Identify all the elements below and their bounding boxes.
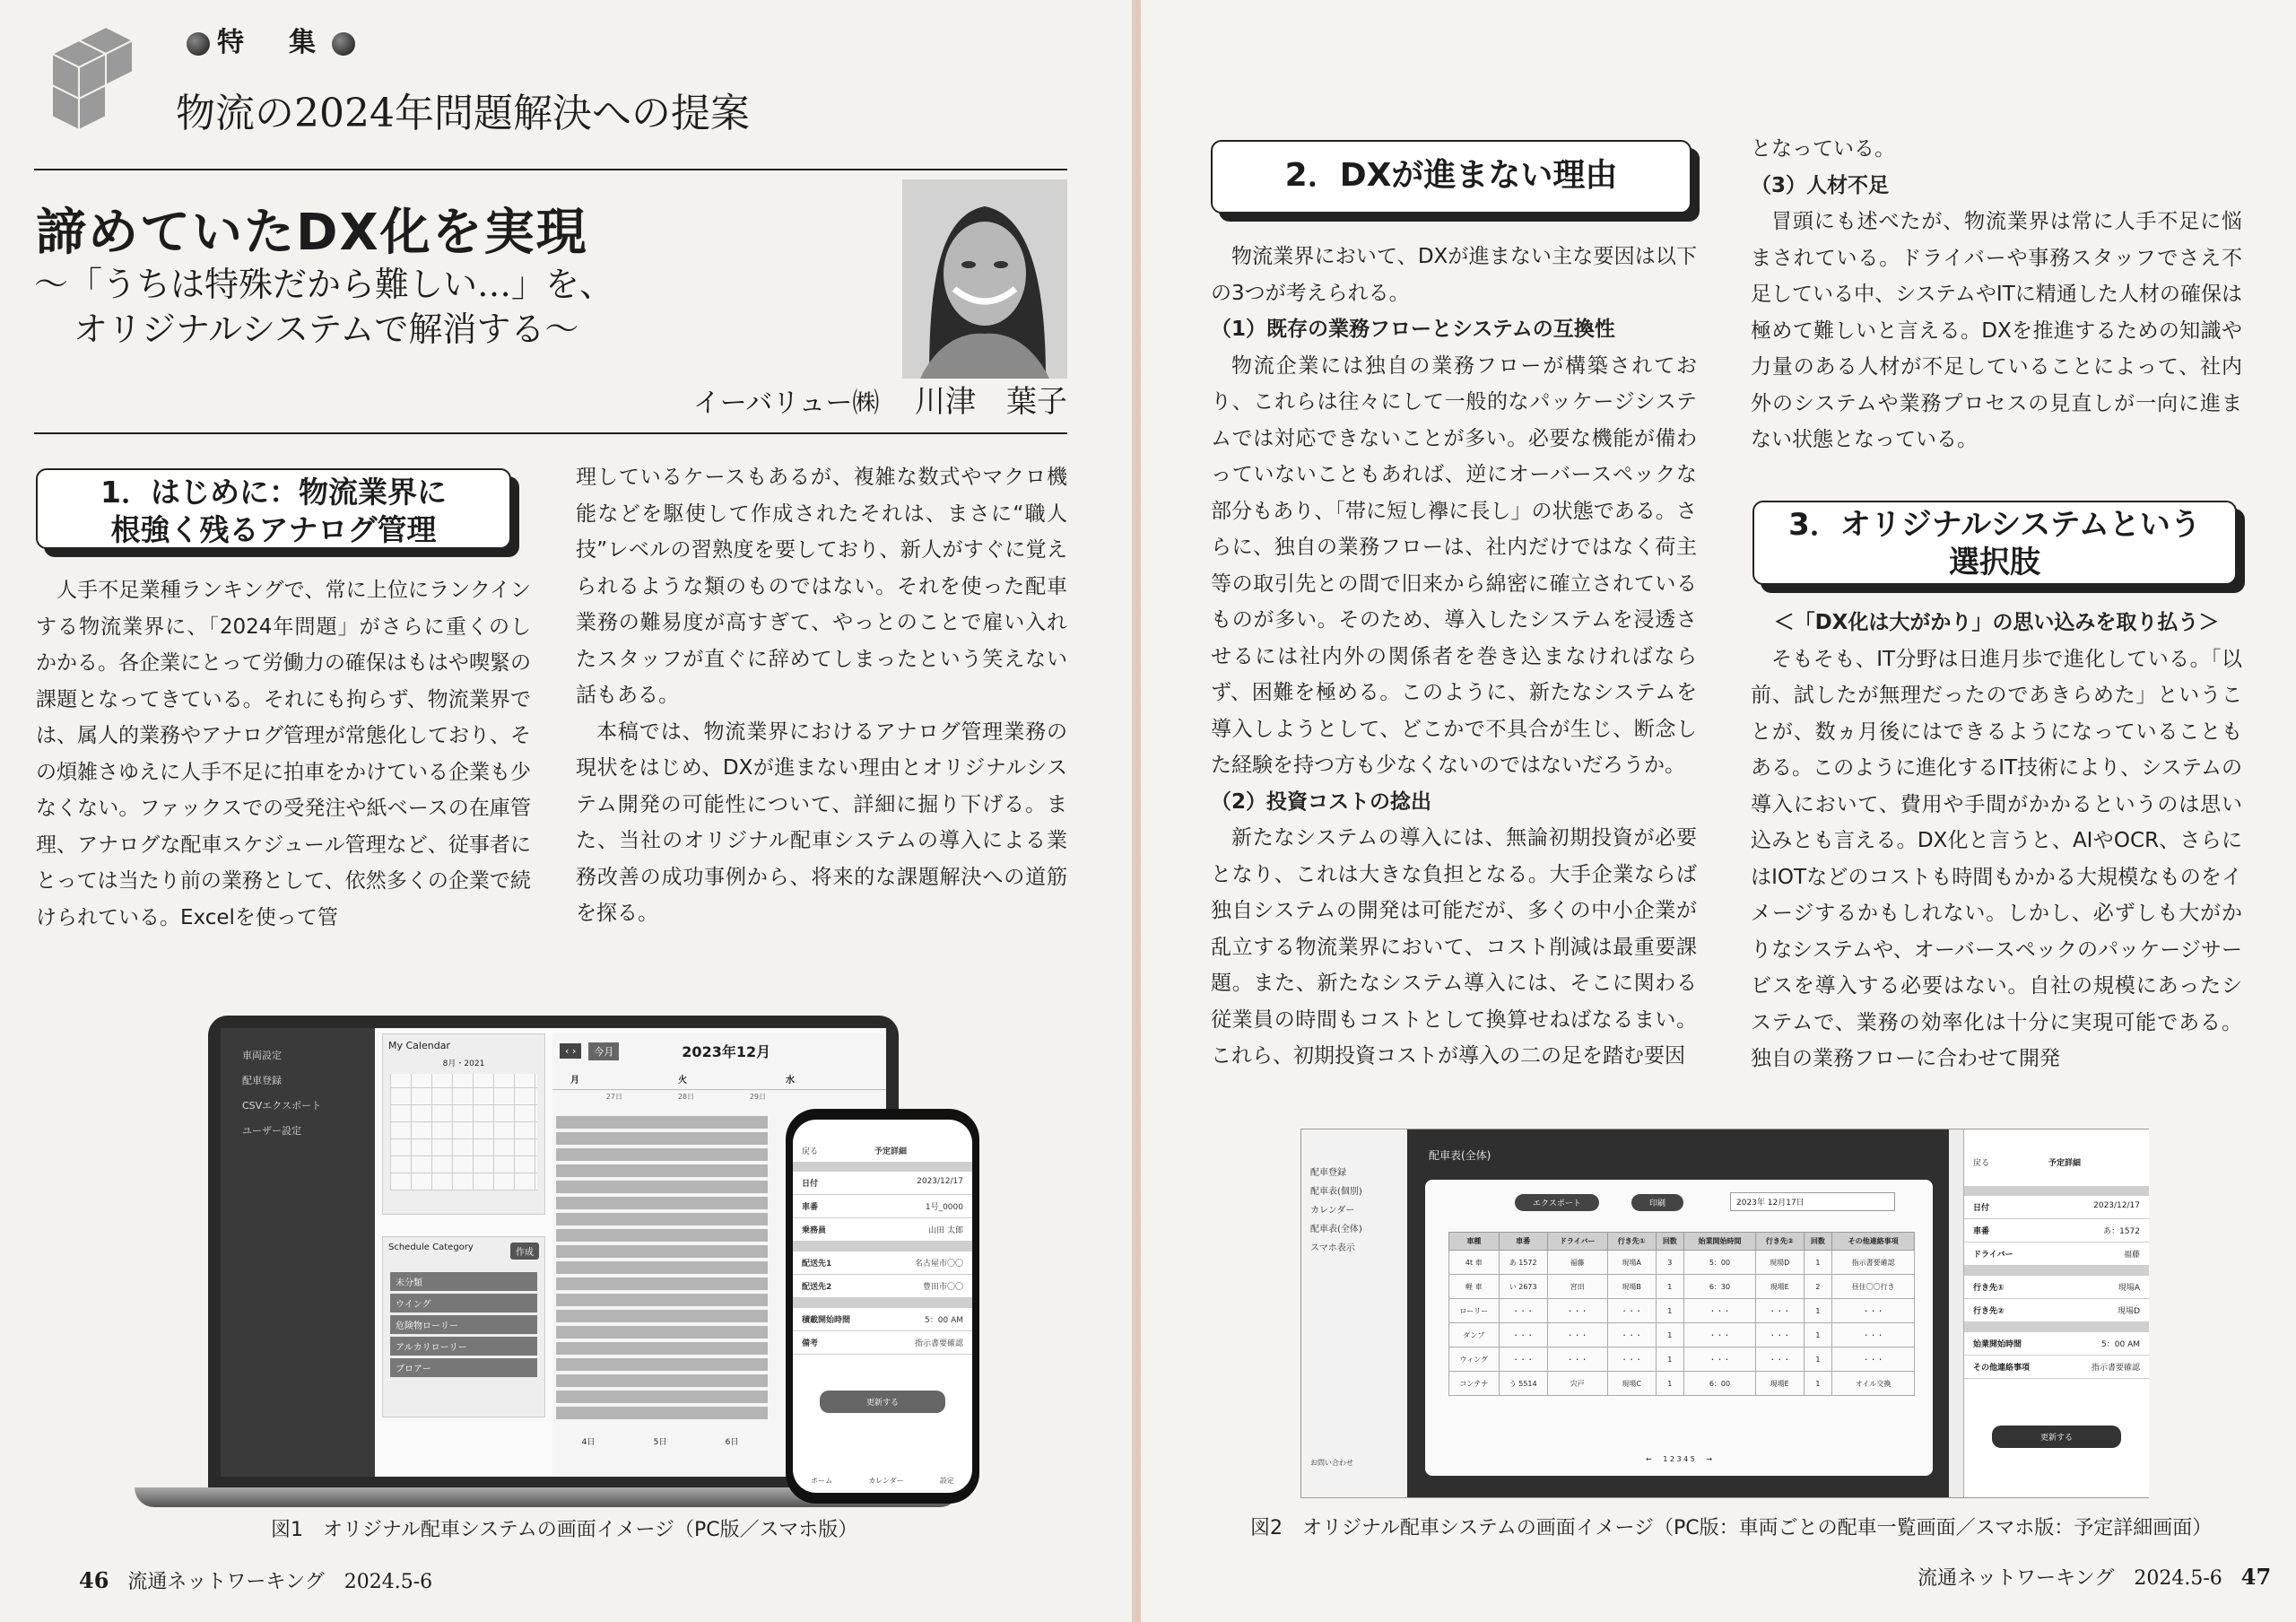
date-label: 27日 [605,1093,622,1101]
row-label: 積載開始時間 [802,1316,851,1325]
table-row[interactable] [1449,1251,1915,1275]
section3-heading [1752,501,2237,585]
s3-subheading: ＜「DX化は大がかり」の思い込みを取り払う＞ [1773,611,2220,634]
section2-heading: 2．DXが進まない理由 [1211,140,1692,214]
table-cell: ・・・ [1755,1323,1804,1347]
tab-home[interactable]: ホーム [811,1477,833,1485]
s2-continued: となっている。 [1751,137,1895,161]
contact-link[interactable]: お問い合わせ [1310,1459,1353,1467]
article-title: 諦めていたDX化を実現 [36,204,588,262]
row-value[interactable]: 1号_0000 [925,1203,963,1212]
fig2-mobile [1963,1129,2149,1497]
fig2-sidebar-item[interactable]: 配車表(全体) [1310,1225,1362,1234]
table-cell: 1 [1656,1275,1684,1299]
table-cell: い 2673 [1499,1275,1547,1299]
fig1-sidebar-item[interactable]: 車両設定 [242,1050,282,1061]
right-column-1 [1211,239,1697,1075]
figure1-caption: 図1 オリジナル配車システムの画面イメージ（PC版／スマホ版） [271,1519,858,1541]
section3-heading-line2: 選択肢 [1949,545,2040,580]
table-cell: コンテナ [1449,1372,1500,1396]
table-cell: 2 [1804,1275,1832,1299]
header-bottom-rule [34,432,1067,434]
tab-settings[interactable]: 設定 [939,1477,954,1485]
next-page-icon[interactable]: → [1706,1455,1713,1463]
table-cell: 現場B [1607,1275,1656,1299]
section3-heading-line1: 3．オリジナルシステムという [1788,507,2201,543]
row-value[interactable]: 名古屋市〇〇 [914,1260,963,1269]
table-cell: 現場E [1755,1372,1804,1396]
table-row[interactable] [1449,1347,1915,1372]
table-cell: ・・・ [1607,1323,1656,1347]
category-item[interactable]: アルカリローリー [390,1337,537,1356]
author-photo [902,179,1067,379]
date-label: 4日 [581,1438,596,1447]
table-cell: 6：30 [1684,1275,1756,1299]
fig1-sidebar [221,1028,375,1477]
row-value[interactable]: 2023/12/17 [917,1177,963,1186]
column-header: ドライバー [1547,1233,1607,1251]
page-number: 46 [79,1567,109,1593]
table-cell: オイル交換 [1832,1372,1915,1396]
table-cell: 宍戸 [1547,1372,1607,1396]
fig2-sidebar-item[interactable]: 配車登録 [1310,1168,1346,1178]
fig2-table-card [1425,1180,1933,1476]
row-value[interactable]: 現場D [2118,1307,2140,1316]
row-value[interactable]: 山田 太郎 [928,1226,963,1235]
weekday-label: 水 [786,1076,795,1086]
table-cell: 6：00 [1684,1372,1756,1396]
author-name: 川津 葉子 [915,384,1067,420]
table-cell: ・・・ [1499,1347,1547,1372]
row-label: 始業開始時間 [1973,1340,2022,1349]
left-folio [79,1566,432,1594]
row-label: 乗務員 [802,1226,827,1235]
table-cell: 現場A [1607,1251,1656,1275]
row-label: 日付 [1973,1204,1990,1213]
table-cell: 1 [1804,1299,1832,1323]
table-cell: う 5514 [1499,1372,1547,1396]
category-item[interactable]: ブロアー [390,1358,537,1377]
table-cell: 1 [1656,1372,1684,1396]
column-header: 始業開始時間 [1684,1233,1756,1251]
table-cell: 宮田 [1547,1275,1607,1299]
date-label: 6日 [725,1438,739,1447]
table-cell: ・・・ [1684,1299,1756,1323]
subtitle-line1: ～「うちは特殊だから難しい…」を、 [34,265,614,304]
table-cell: ・・・ [1832,1323,1915,1347]
table-cell: ・・・ [1547,1347,1607,1372]
my-calendar-title: My Calendar [388,1040,450,1051]
row-label: 車番 [1973,1227,1990,1236]
author-line [693,377,1067,421]
magazine-name: 流通ネットワーキング 2024.5-6 [1918,1567,2222,1590]
row-value[interactable]: 福藤 [2123,1251,2140,1260]
row-value[interactable]: 2023/12/17 [2093,1201,2140,1210]
date-label: 29日 [749,1093,766,1101]
col1-paragraph: 人手不足業種ランキングで、常に上位にランクインする物流業界に、「2024年問題」がさらに重くのしかかる。各企業にとって労働力の確保はもはや喫緊の課題となってきている。それにも拘らず、物流業界では、属人的業務やアナログ管理が常態化しており、その煩雑さゆえに人手不足に拍車をかけている企業も少なくない。ファックスでの受発注や紙ベースの在庫管理、アナログな配車スケジュール管理など、従事者にとっては当たり前の業務として、依然多くの企業で続けられている。Excelを使って管 [36,579,531,929]
table-cell: ・・・ [1832,1299,1915,1323]
phone-screen [793,1120,972,1493]
date-label: 28日 [677,1093,694,1101]
phone-back-button[interactable]: 戻る [802,1147,819,1156]
mini-calendar-grid[interactable] [390,1074,537,1190]
table-cell: 現場D [1755,1251,1804,1275]
table-cell: ・・・ [1684,1323,1756,1347]
right-folio [1918,1563,2271,1591]
section1-heading-line1: 1．はじめに：物流業界に [100,475,447,510]
row-value[interactable]: 5：00 AM [2101,1340,2140,1349]
section1-heading [36,468,511,549]
column-1 [36,572,531,936]
s2-paragraph-2: 新たなシステムの導入には、無論初期投資が必要となり、これは大きな負担となる。大手企業ならば独自システムの開発は可能だが、多くの中小企業が乱立する物流業界において、コスト削減は最重要課題。また、新たなシステム導入には、そこに関わる従業員の時間もコストとして換算せねばなるまい。これら、初期投資コストが導入の二の足を踏む要因 [1211,826,1697,1068]
table-cell: 1 [1656,1323,1684,1347]
export-button[interactable]: エクスポート [1515,1194,1599,1211]
right-column-2b [1751,605,2242,1077]
category-item[interactable]: 未分類 [390,1272,537,1291]
column-header: その他連絡事項 [1832,1233,1915,1251]
section1-heading-line2: 根強く残るアナログ管理 [110,512,437,547]
fig2-sidebar-item[interactable]: カレンダー [1310,1206,1355,1216]
fig2-main [1407,1129,1949,1497]
weekday-label: 月 [570,1076,579,1086]
fig2-sidebar [1301,1129,1407,1497]
phone-screen-title: 予定詳細 [874,1147,908,1156]
figure2-caption: 図2 オリジナル配車システムの画面イメージ（PC版：車両ごとの配車一覧画面／スマホ版：予定詳細画面） [1250,1517,2213,1539]
row-label: その他連絡事項 [1973,1364,2031,1373]
page-46 [0,0,1135,1622]
prev-page-icon[interactable]: ← [1645,1455,1652,1463]
print-button[interactable]: 印刷 [1631,1194,1683,1211]
table-cell: 1 [1656,1347,1684,1372]
page-number: 47 [2240,1564,2272,1590]
prev-next-icon[interactable]: ‹ › [560,1043,581,1059]
fig2-sidebar-item[interactable]: スマホ表示 [1310,1243,1355,1253]
s2-subheading-2: （2）投資コストの捻出 [1211,789,1432,814]
table-cell: 5：00 [1684,1251,1756,1275]
weekday-label: 火 [678,1076,687,1086]
table-cell: あ 1572 [1499,1251,1547,1275]
article-subtitle [34,262,662,352]
s2-intro: 物流業界において、DXが進まない主な要因は以下の3つが考えられる。 [1211,245,1697,305]
table-cell: ・・・ [1755,1299,1804,1323]
table-cell: ウィング [1449,1347,1500,1372]
author-company: イーバリュー㈱ [692,388,880,419]
table-cell: 指示書要確認 [1832,1251,1915,1275]
table-cell: ・・・ [1547,1299,1607,1323]
date-label: 5日 [653,1438,667,1447]
s2-subheading-1: （1）既存の業務フローとシステムの互換性 [1211,318,1615,341]
column-header: 回数 [1804,1233,1832,1251]
this-month-button[interactable]: 今月 [588,1042,619,1060]
row-label: 配送先1 [802,1260,832,1269]
table-cell: ・・・ [1547,1323,1607,1347]
table-cell: 福藤 [1547,1251,1607,1275]
subtitle-line2: オリジナルシステムで解消する～ [74,310,579,349]
series-title: 物流の2024年問題解決への提案 [176,91,750,136]
col2-paragraph-2: 本稿では、物流業界におけるアナログ管理業務の現状をはじめ、DXが進まない理由とオリジナルシステム開発の可能性について、詳細に掘り下げる。また、当社のオリジナル配車システムの導入による業務改善の成功事例から、将来的な課題解決への道筋を探る。 [576,719,1067,925]
mobile-screen-title: 予定詳細 [2048,1159,2082,1168]
fig1-sidebar-item[interactable]: 配車登録 [242,1075,282,1086]
category-item[interactable]: ウイング [390,1294,537,1312]
dispatch-table [1448,1232,1915,1396]
fig1-sidebar-item[interactable]: ユーザー設定 [242,1125,301,1137]
s2-paragraph-1: 物流企業には独自の業務フローが構築されており、これらは往々にして一般的なパッケージシステムでは対応できないことが多い。必要な機能が備わっていないこともあれば、逆にオーバースペックな部分もあり、「帯に短し襷に長し」の状態である。さらに、独自の業務フローは、社内だけではなく荷主等の取引先との間で旧来から綿密に確立されているものが多い。そのため、導入したシステムを浸透させるには社内外の関係者を巻き込まなければならず、困難を極める。このように、新たなシステムを導入しようとして、どこかで不具合が生じ、断念した経験を持つ方も少なくないのではないだろうか。 [1211,353,1698,777]
table-cell: ダンプ [1449,1323,1500,1347]
my-calendar-panel [382,1033,545,1215]
table-cell: ・・・ [1499,1323,1547,1347]
table-cell: ローリー [1449,1299,1500,1323]
table-row[interactable] [1449,1323,1915,1347]
s2-paragraph-3: 冒頭にも述べたが、物流業界は常に人手不足に悩まされている。ドライバーや事務スタッフでさえ不足している中、システムやITに精通した人材の確保は極めて難しいと言える。DXを推進するための知識や力量のある人材が不足していることによって、社内外のシステムや業務プロセスの見直しが一向に進まない状態となっている。 [1751,210,2242,451]
row-value[interactable]: あ：1572 [2103,1227,2140,1236]
mobile-back-button[interactable]: 戻る [1973,1159,1990,1168]
schedule-category-panel [382,1236,545,1417]
table-cell: 昼住〇〇行き [1832,1275,1915,1299]
table-cell: ・・・ [1499,1299,1547,1323]
category-item[interactable]: 危険物ローリー [390,1315,537,1334]
table-cell: ・・・ [1607,1347,1656,1372]
table-cell: 1 [1804,1347,1832,1372]
col2-paragraph-1: 理しているケースもあるが、複雑な数式やマクロ機能などを駆使して作成されたそれは、まさに“職人技”レベルの習熟度を要しており、新人がすぐに覚えられるような類のものではない。それを使った配車業務の難易度が高すぎて、やっとのことで雇い入れたスタッフが直ぐに辞めてしまったという笑えない話もある。 [576,466,1067,707]
date-field[interactable]: 2023年 12月17日 [1730,1192,1895,1211]
row-value[interactable]: 現場A [2118,1284,2140,1293]
mobile-update-button[interactable]: 更新する [1992,1426,2121,1448]
top-rule [34,169,1067,170]
row-value[interactable]: 指示書要確認 [2091,1364,2140,1373]
table-cell: ・・・ [1607,1299,1656,1323]
row-label: 行き先① [1973,1284,2005,1293]
row-label: 行き先② [1973,1307,2005,1316]
table-row[interactable] [1449,1275,1915,1299]
schedule-category-title: Schedule Category [388,1243,474,1252]
row-label: 備考 [802,1339,819,1348]
s3-paragraph-1: そもそも、IT分野は日進月歩で進化している。「以前、試したが無理だったのであきらめた」ということが、数ヵ月後にはできるようになっていることもある。このように進化するIT技術により、システムの導入において、費用や手間がかかるというのは思い込みとも言える。DX化と言うと、AIやOCR、さらにはIOTなどのコストも時間もかかる大規模なものをイメージするかもしれない。しかし、必ずしも大がかりなシステムや、オーバースペックのパッケージサービスを導入する必要はない。自社の規模にあったシステムで、業務の効率化は十分に実現可能である。独自の業務フローに合わせて開発 [1751,647,2242,1070]
column-header: 行き先① [1607,1233,1656,1251]
table-cell: 現場C [1607,1372,1656,1396]
fig2-sidebar-item[interactable]: 配車表(個別) [1310,1187,1362,1197]
row-value[interactable]: 豊田市〇〇 [922,1283,963,1292]
table-cell: ・・・ [1832,1347,1915,1372]
table-cell: 軽 車 [1449,1275,1500,1299]
table-cell: 現場E [1755,1275,1804,1299]
month-title: 2023年12月 [682,1043,771,1060]
column-header: 回数 [1656,1233,1684,1251]
column-2 [576,459,1067,932]
create-button[interactable]: 作成 [510,1243,539,1260]
table-row[interactable] [1449,1299,1915,1323]
figure2 [1300,1129,2149,1498]
phone-update-button[interactable]: 更新する [820,1391,945,1413]
fig1-sidebar-item[interactable]: CSVエクスポート [242,1100,322,1112]
row-value[interactable]: 指示書要確認 [914,1339,963,1348]
table-cell: 1 [1804,1251,1832,1275]
row-label: 配送先2 [802,1283,832,1292]
row-label: ドライバー [1973,1251,2013,1260]
right-column-2 [1751,131,2242,458]
feature-kicker: 特 集 [179,20,362,59]
mini-month-label: 8月・2021 [442,1060,485,1068]
column-header: 行き先② [1755,1233,1804,1251]
pagination[interactable] [1425,1455,1933,1463]
row-label: 日付 [802,1180,819,1189]
magazine-name: 流通ネットワーキング 2024.5-6 [127,1571,433,1593]
table-cell: ・・・ [1755,1347,1804,1372]
table-cell: 3 [1656,1251,1684,1275]
table-cell: ・・・ [1684,1347,1756,1372]
table-row[interactable] [1449,1372,1915,1396]
calendar-events[interactable] [556,1116,768,1421]
row-label: 車番 [802,1203,819,1212]
page-47 [1141,0,2296,1622]
table-cell: 4t 車 [1449,1251,1500,1275]
page-links[interactable]: 1 2 3 4 5 [1663,1455,1695,1463]
cube-logo-icon [34,27,142,135]
figure1-phone [786,1109,979,1504]
table-cell: 1 [1804,1323,1832,1347]
table-cell: 1 [1804,1372,1832,1396]
column-header: 車種 [1449,1233,1500,1251]
fig2-screen-title: 配車表(全体) [1429,1149,1492,1162]
s2-subheading-3: （3）人材不足 [1751,173,1890,197]
row-value[interactable]: 5：00 AM [925,1316,963,1325]
table-cell: 1 [1656,1299,1684,1323]
tab-calendar[interactable]: カレンダー [868,1477,904,1485]
column-header: 車番 [1499,1233,1547,1251]
